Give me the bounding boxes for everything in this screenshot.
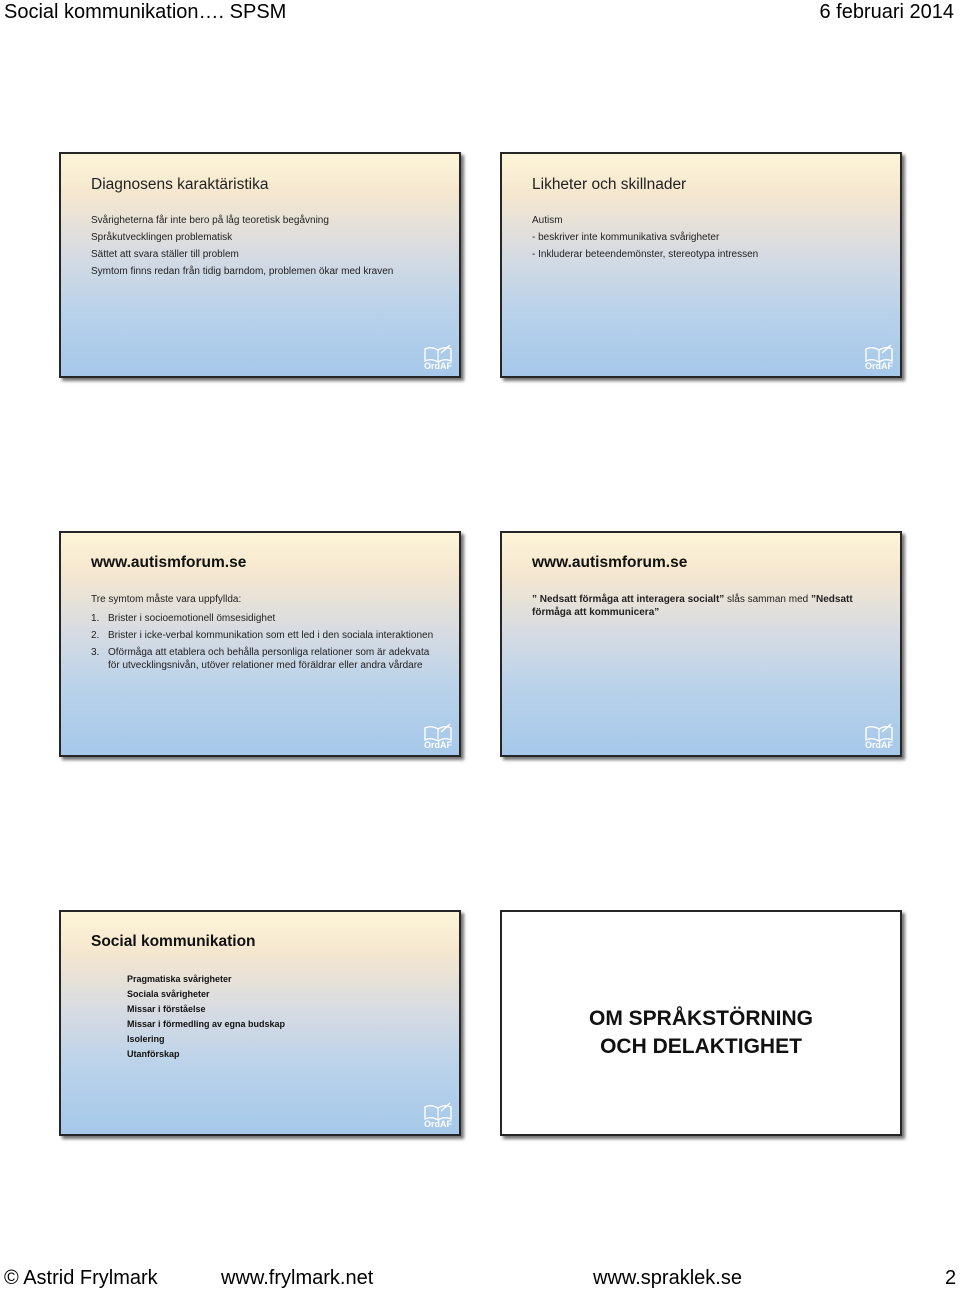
slide-big-title (502, 1005, 900, 1061)
slide-social-kommunikation (59, 910, 461, 1136)
slide-line: Svårigheterna får inte bero på låg teoretisk begåvning (91, 215, 329, 226)
item-text: Brister i icke-verbal kommunikation som ett led i den sociala interaktionen (108, 630, 434, 641)
header-title: Social kommunikation…. SPSM (4, 1, 287, 23)
item-number: 2. (91, 630, 100, 641)
slide-likheter-och-skillnader (500, 152, 902, 378)
header-date: 6 februari 2014 (819, 1, 954, 23)
list-item (91, 646, 435, 672)
slide-bullets (127, 972, 285, 1062)
ordaf-logo (421, 723, 455, 753)
slide-title: www.autismforum.se (91, 554, 247, 571)
big-title-line-1: OM SPRÅKSTÖRNING (588, 1007, 813, 1030)
slide-body (532, 212, 878, 263)
bullet-item: Pragmatiska svårigheter (127, 974, 232, 984)
slide-line: - Inkluderar beteendemönster, stereotypa intressen (532, 249, 759, 260)
page-footer (0, 1266, 960, 1292)
logo-text: OrdAF (865, 740, 893, 750)
bullet-item: Isolering (127, 1034, 165, 1044)
slide-autismforum-symtom (59, 531, 461, 757)
slide-line: Sättet att svara ställer till problem (91, 249, 239, 260)
slide-title: Social kommunikation (91, 933, 256, 950)
slide-line: - beskriver inte kommunikativa svårigheter (532, 232, 720, 243)
slide-autismforum-citat (500, 531, 902, 757)
slide-line: Språkutvecklingen problematisk (91, 232, 233, 243)
item-number: 3. (91, 647, 100, 658)
list-item (91, 629, 435, 642)
quote-mid: slås samman med (724, 594, 811, 605)
ordaf-logo (421, 1102, 455, 1132)
item-number: 1. (91, 613, 100, 624)
ordaf-logo (862, 723, 896, 753)
bullet-item: Utanförskap (127, 1049, 180, 1059)
slide-quote (532, 593, 872, 619)
slide-line: Autism (532, 215, 563, 226)
slide-body (91, 212, 437, 280)
item-text: Oförmåga att etablera och behålla personliga relationer som är adekvata för utvecklingsnivån, utöver relationer med föräldrar eller andra vårdare (108, 647, 430, 671)
slide-line: Symtom finns redan från tidig barndom, problemen ökar med kraven (91, 266, 394, 277)
logo-text: OrdAF (424, 1119, 452, 1129)
footer-page-number: 2 (945, 1267, 957, 1289)
footer-site-frylmark: www.frylmark.net (221, 1267, 374, 1289)
footer-copyright: © Astrid Frylmark (4, 1267, 158, 1289)
quote-part-1: ” Nedsatt förmåga att interagera socialt” (532, 594, 725, 605)
logo-text: OrdAF (424, 361, 452, 371)
bullet-item: Missar i förståelse (127, 1004, 206, 1014)
slide-title: www.autismforum.se (532, 554, 688, 571)
logo-text: OrdAF (865, 361, 893, 371)
item-text: Brister i socioemotionell ömsesidighet (108, 613, 276, 624)
ordaf-logo (421, 344, 455, 374)
slide-om-sprakstorning (500, 910, 902, 1136)
slide-title: Diagnosens karaktäristika (91, 176, 269, 193)
slide-lead: Tre symtom måste vara uppfyllda: (91, 594, 242, 605)
ordaf-logo (862, 344, 896, 374)
big-title-line-2: OCH DELAKTIGHET (600, 1035, 802, 1058)
page-header (0, 0, 960, 28)
bullet-item: Missar i förmedling av egna budskap (127, 1019, 286, 1029)
slide-diagnosens-karaktaristika (59, 152, 461, 378)
slide-title: Likheter och skillnader (532, 176, 687, 193)
logo-text: OrdAF (424, 740, 452, 750)
slide-body (91, 591, 435, 672)
list-item (91, 612, 435, 625)
footer-site-spraklek: www.spraklek.se (593, 1267, 742, 1289)
quote-part-2: ”Nedsatt förmåga att kommunicera” (532, 594, 853, 618)
bullet-item: Sociala svårigheter (127, 989, 210, 999)
